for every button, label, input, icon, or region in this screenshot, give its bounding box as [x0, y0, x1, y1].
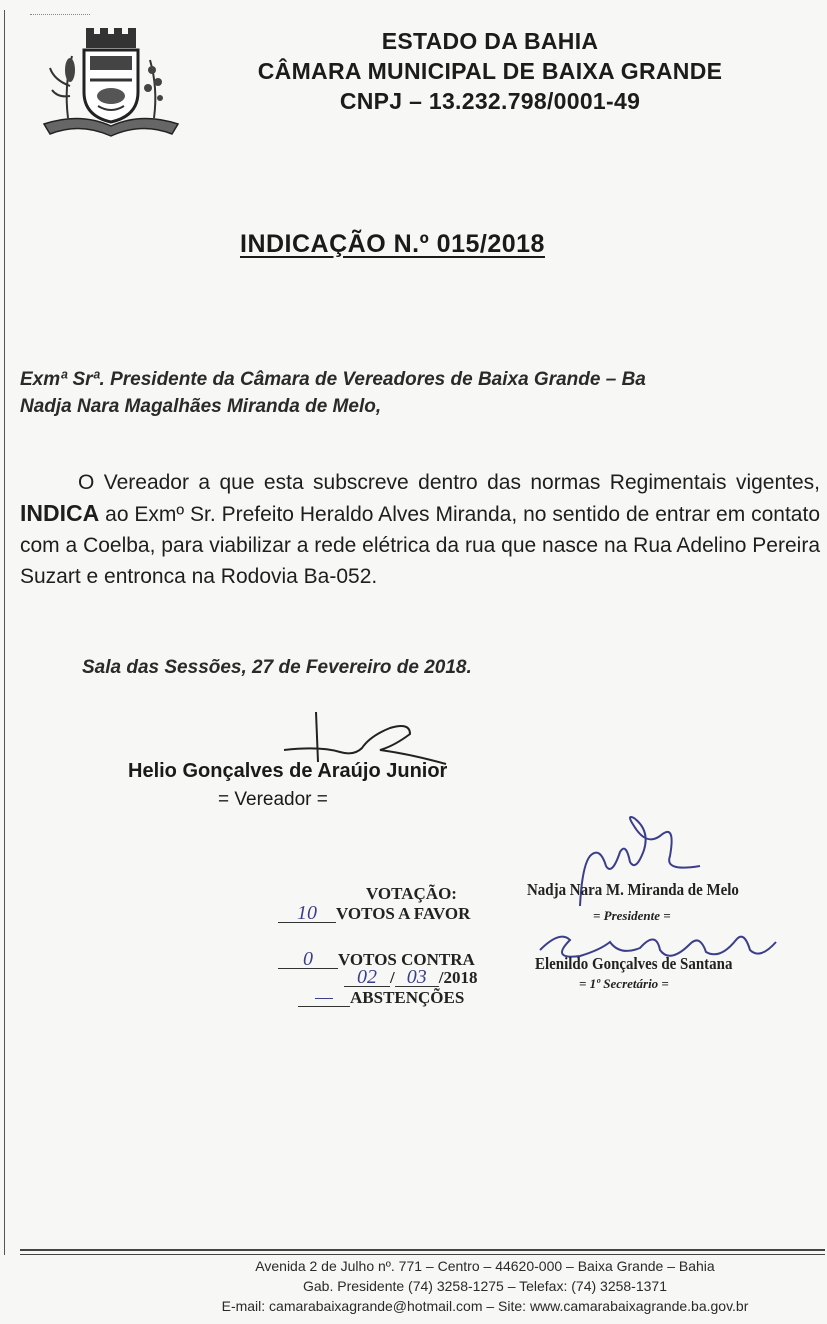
votes-date-row: 02 / 03 /2018: [344, 968, 477, 988]
body-text-part-1: O Vereador a que esta subscreve dentro das normas Regimentais vigentes,: [78, 471, 820, 494]
salutation-line-1: Exmª Srª. Presidente da Câmara de Vereadores de Baixa Grande – Ba: [20, 369, 646, 390]
footer-divider: [20, 1249, 825, 1251]
votes-date-day: 02: [344, 968, 390, 987]
page-edge-line: [4, 10, 5, 1255]
letterhead-institution: CÂMARA MUNICIPAL DE BAIXA GRANDE: [257, 58, 723, 84]
votes-contra-value: 0: [278, 950, 338, 969]
votes-favor-value: 10: [278, 904, 336, 923]
voting-heading: VOTAÇÃO:: [366, 884, 457, 903]
footer: [140, 1256, 827, 1316]
municipal-coat-of-arms-icon: [40, 26, 182, 138]
salutation-line-2: Nadja Nara Magalhães Miranda de Melo,: [20, 396, 382, 417]
vereador-role: = Vereador =: [218, 789, 328, 810]
body-text-part-2: ao Exmº Sr. Prefeito Heraldo Alves Miranda, no sentido de entrar em contato com a Coelba, para viabilizar a rede elétrica da rua que nasce na Rua Adelino Pereira Suzart e entronca na Rodovia Ba-052.: [20, 503, 820, 588]
scan-artifact: [30, 14, 90, 17]
votes-abst-value: —: [298, 988, 350, 1007]
letterhead-cnpj: CNPJ – 13.232.798/0001-49: [339, 88, 641, 114]
letterhead-state: ESTADO DA BAHIA: [381, 28, 599, 54]
secretary-role: = 1º Secretário =: [579, 976, 669, 991]
votes-favor-row: [278, 904, 470, 924]
votes-date-month: 03: [395, 968, 439, 987]
footer-address: Avenida 2 de Julho nº. 771 – Centro – 44620-000 – Baixa Grande – Bahia: [255, 1258, 715, 1274]
session-date-line: Sala das Sessões, 27 de Fevereiro de 2018.: [82, 657, 472, 678]
votes-favor-label: VOTOS A FAVOR: [336, 904, 471, 923]
votes-abst-row: [298, 988, 464, 1008]
president-name: Nadja Nara M. Miranda de Melo: [527, 880, 739, 899]
secretary-name: Elenildo Gonçalves de Santana: [535, 954, 733, 973]
president-role: = Presidente =: [593, 908, 671, 923]
letterhead: [180, 26, 800, 116]
body-keyword-indica: INDICA: [20, 500, 100, 526]
footer-contact: E-mail: camarabaixagrande@hotmail.com – Site: www.camarabaixagrande.ba.gov.br: [221, 1298, 749, 1314]
votes-contra-label: VOTOS CONTRA: [338, 950, 475, 969]
footer-divider-thin: [20, 1254, 825, 1255]
footer-phones: Gab. Presidente (74) 3258-1275 – Telefax: (74) 3258-1371: [303, 1278, 667, 1294]
salutation: [20, 366, 810, 420]
document-title: INDICAÇÃO N.º 015/2018: [240, 230, 545, 258]
body-paragraph: [20, 467, 820, 592]
votes-date-year: /2018: [438, 968, 478, 987]
votes-abst-label: ABSTENÇÕES: [350, 988, 465, 1007]
vereador-name: Helio Gonçalves de Araújo Junior: [128, 760, 448, 782]
